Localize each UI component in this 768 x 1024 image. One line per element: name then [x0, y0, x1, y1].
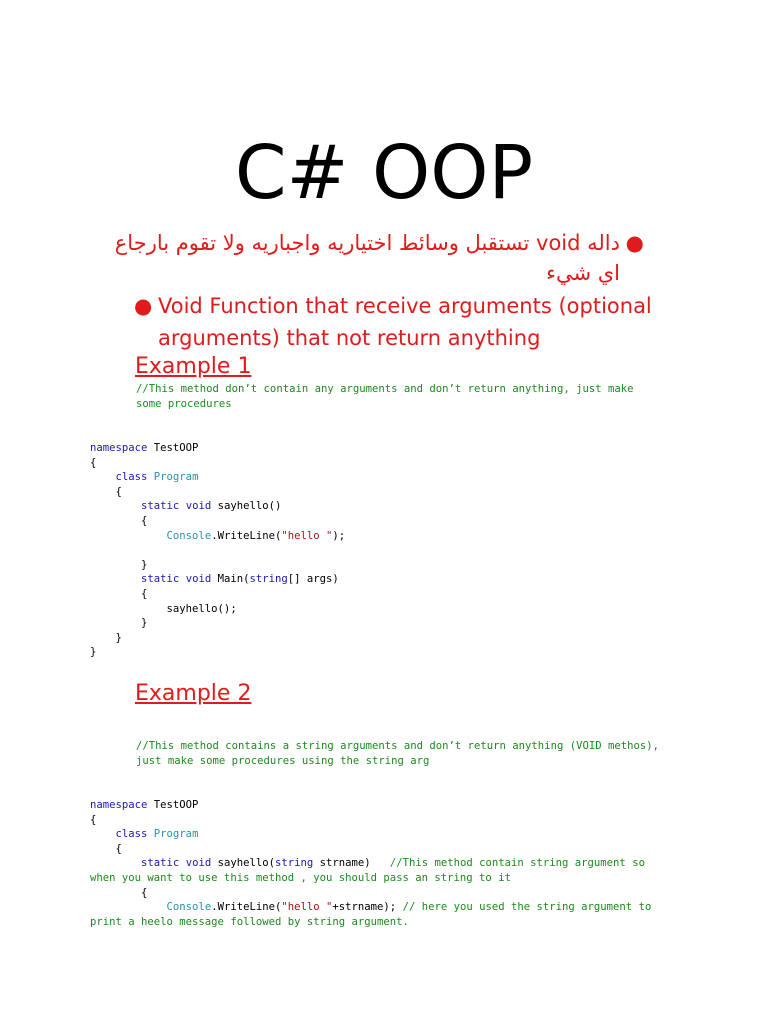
arabic-bullet	[100, 228, 644, 288]
code-text: sayhello()	[211, 500, 282, 513]
code-text: {	[90, 485, 122, 498]
bullet-icon: ●	[134, 294, 153, 318]
code-text: sayhello();	[90, 602, 237, 615]
code-comment: //This method contain string argument so	[389, 857, 645, 870]
code-type: Program	[153, 471, 199, 484]
code-text: }	[90, 646, 97, 659]
code-text: sayhello(	[211, 857, 275, 870]
example1-comment-line2: some procedures	[136, 398, 232, 410]
code-keyword: class	[115, 828, 148, 841]
english-bullet	[134, 290, 718, 354]
english-bullet-line2: arguments) that not return anything	[158, 326, 541, 350]
code-text: strname)	[313, 857, 390, 870]
code-keyword: static	[141, 500, 180, 513]
example2-comment-line2: just make some procedures using the string arg	[136, 755, 430, 767]
code-text: {	[90, 886, 148, 899]
code-indent	[90, 573, 141, 585]
code-keyword: namespace	[90, 442, 148, 454]
code-keyword: string	[275, 857, 314, 870]
example2-comment-line1: //This method contains a string arguments and don’t return anything (VOID methos),	[136, 740, 659, 752]
code-string: "hello "	[281, 529, 333, 542]
example1-code-block	[90, 441, 345, 660]
code-text: TestOOP	[147, 442, 199, 454]
code-text: {	[90, 813, 97, 826]
english-bullet-line1: Void Function that receive arguments (optional	[158, 294, 652, 318]
code-type: Program	[153, 828, 199, 841]
code-keyword: void	[185, 500, 212, 513]
code-keyword: static	[141, 857, 180, 870]
example1-comment-line1: //This method don’t contain any arguments and don’t return anything, just make	[136, 383, 634, 395]
code-keyword: static	[141, 573, 180, 586]
page-title: C# OOP	[234, 130, 534, 216]
code-text: {	[90, 456, 97, 469]
code-comment: print a heelo message followed by string argument.	[90, 915, 409, 928]
code-keyword: void	[185, 857, 212, 870]
example1-heading: Example 1	[135, 354, 252, 379]
code-text: }	[90, 617, 148, 630]
code-text: +strname);	[332, 901, 403, 914]
code-keyword: string	[249, 573, 288, 586]
code-comment: when you want to use this method , you should pass an string to it	[90, 871, 511, 884]
arabic-bullet-line2: اي شيء	[546, 261, 620, 285]
example2-code-block	[90, 798, 651, 929]
code-indent	[90, 471, 116, 483]
code-indent	[90, 500, 141, 512]
code-text: {	[90, 514, 148, 527]
code-text: .WriteLine(	[211, 901, 282, 914]
code-text: [] args)	[287, 573, 339, 586]
arabic-bullet-line1: داله void تستقبل وسائط اختياريه واجباريه ولا تقوم بارجاع	[114, 231, 620, 255]
bullet-icon: ●	[625, 231, 644, 255]
code-type: Console	[166, 901, 212, 914]
code-string: "hello "	[281, 901, 333, 914]
code-text: {	[90, 587, 148, 600]
code-text: TestOOP	[147, 799, 199, 811]
code-keyword: void	[185, 573, 212, 586]
code-comment: // here you used the string argument to	[402, 901, 652, 914]
code-indent	[90, 530, 167, 542]
code-text: );	[332, 529, 346, 542]
code-type: Console	[166, 529, 212, 542]
code-keyword: namespace	[90, 799, 148, 811]
code-text: }	[90, 558, 148, 571]
code-text: .WriteLine(	[211, 529, 282, 542]
code-keyword: class	[115, 471, 148, 484]
code-text: Main(	[211, 573, 250, 586]
code-text: {	[90, 842, 122, 855]
example2-heading: Example 2	[135, 681, 252, 706]
code-text: }	[90, 631, 122, 644]
